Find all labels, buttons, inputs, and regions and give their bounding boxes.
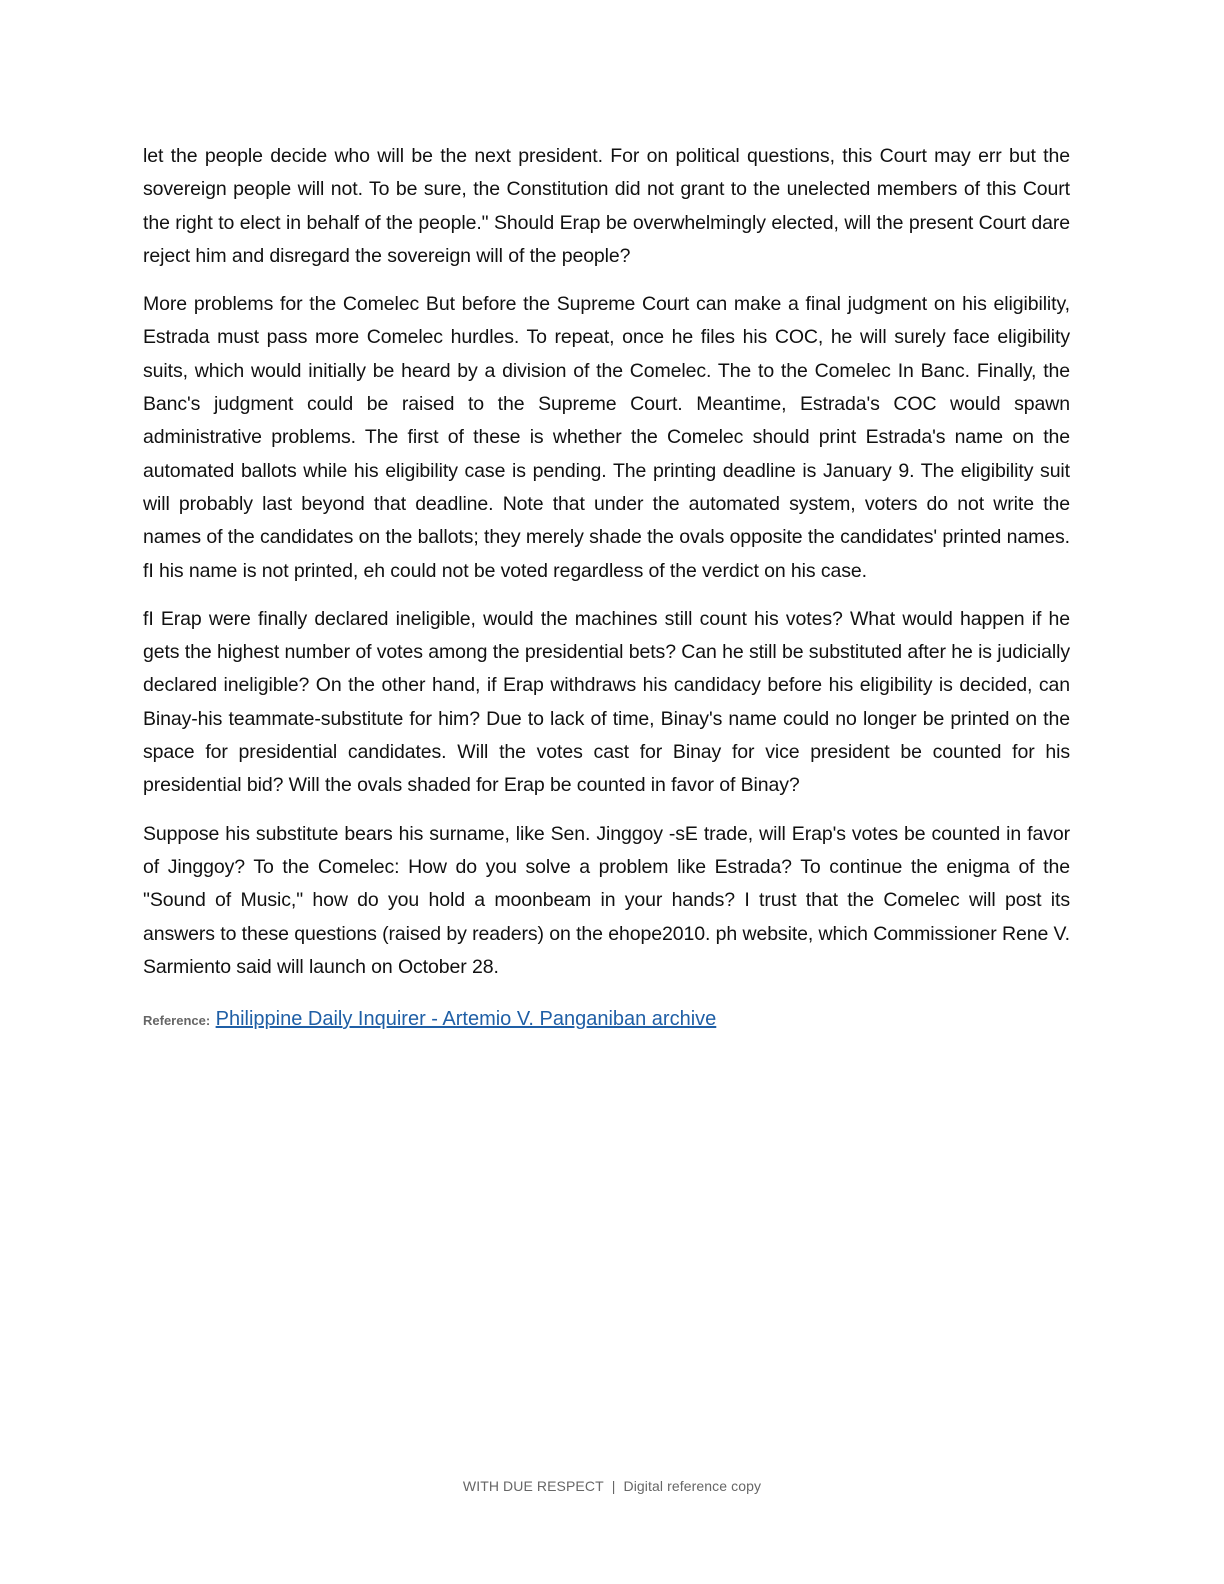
reference-link[interactable]: Philippine Daily Inquirer - Artemio V. Panganiban archive bbox=[215, 1008, 717, 1031]
body-paragraph-1: let the people decide who will be the next president. For on political questions, this Court may err but the sovereign people will not. To be sure, the Constitution did not grant to the unelected members of this Court the right to elect in behalf of the people." Should Erap be overwhelmingly elected, will the present Court dare reject him and disregard the sovereign will of the people? bbox=[143, 145, 1070, 267]
footer-separator: | bbox=[611, 1478, 616, 1494]
body-paragraph-3: fI Erap were finally declared ineligible, would the machines still count his votes? What would happen if he gets the highest number of votes among the presidential bets? Can he still be substituted after he is judicially declared ineligible? On the other hand, if Erap withdraws his candidacy before his eligibility is decided, can Binay-his teammate-substitute for him? Due to lack of time, Binay's name could no longer be printed on the space for presidential candidates. Will the votes cast for Binay for vice president be counted for his presidential bid? Will the ovals shaded for Erap be counted in favor of Binay? bbox=[143, 607, 1070, 797]
document-page bbox=[143, 140, 1070, 1036]
body-paragraph-2: More problems for the Comelec But before the Supreme Court can make a final judgment on his eligibility, Estrada must pass more Comelec hurdles. To repeat, once he files his COC, he will surely face eligibility suits, which would initially be heard by a division of the Comelec. The to the Comelec In Banc. Finally, the Banc's judgment could be raised to the Supreme Court. Meantime, Estrada's COC would spawn administrative problems. The first of these is whether the Comelec should print Estrada's name on the automated ballots while his eligibility case is pending. The printing deadline is January 9. The eligibility suit will probably last beyond that deadline. Note that under the automated system, voters do not write the names of the candidates on the ballots; they merely shade the ovals opposite the candidates' printed names. fI his name is not printed, eh could not be voted regardless of the verdict on his case. bbox=[143, 293, 1070, 582]
reference-label: Reference: bbox=[143, 1013, 211, 1029]
footer-subtitle: Digital reference copy bbox=[623, 1478, 762, 1494]
reference-line bbox=[143, 1004, 1070, 1036]
footer-title: WITH DUE RESPECT bbox=[462, 1478, 604, 1494]
body-paragraph-4: Suppose his substitute bears his surname, like Sen. Jinggoy -sE trade, will Erap's votes be counted in favor of Jinggoy? To the Comelec: How do you solve a problem like Estrada? To continue the enigma of the "Sound of Music," how do you hold a moonbeam in your hands? I trust that the Comelec will post its answers to these questions (raised by readers) on the ehope2010. ph website, which Commissioner Rene V. Sarmiento said will launch on October 28. bbox=[143, 822, 1070, 978]
page-footer bbox=[0, 1478, 1224, 1494]
